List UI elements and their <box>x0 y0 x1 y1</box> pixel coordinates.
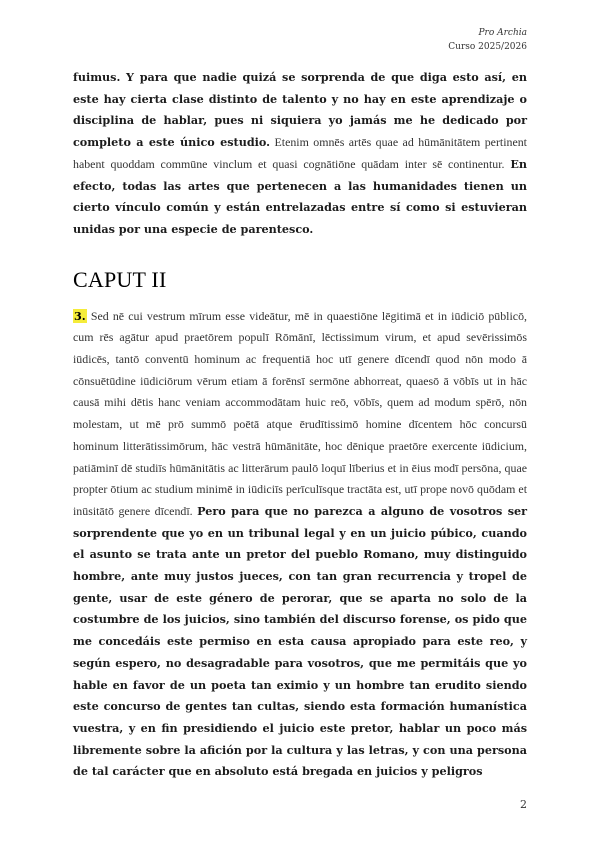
running-header <box>448 26 527 54</box>
document-body <box>73 67 527 783</box>
paragraph-number-highlight: 3. <box>74 308 86 323</box>
section-paragraph <box>73 306 527 783</box>
header-title: Pro Archia <box>478 28 527 38</box>
spanish-translation: fuimus. Y para que nadie quizá se sorprenda de que diga esto así, en este hay cierta clase distinto de talento y no hay en este aprendizaje o disciplina de hablar, pues ni siquiera yo jamás me he dedicado por completo a este único estudio. <box>73 70 527 150</box>
intro-paragraph <box>73 67 527 241</box>
spanish-translation: Pero para que no parezca a alguno de vosotros ser sorprendente que yo en un tribunal legal y en un juicio púbico, cuando el asunto se trata ante un pretor del pueblo Romano, muy distinguido hombre, ante muy justos jueces, con tan gran recurrencia y tropel de gente, usar de este género de perorar, que se aparta no solo de la costumbre de los juicios, sino también del discurso forense, os pido que me concedáis este permiso en esta causa apropiado para este reo, y según espero, no desagradable para vosotros, que me permitáis que yo hable en favor de un poeta tan eximio y un hombre tan erudito siendo este concurso de gentes tan cultas, siendo esta formación humanística vuestra, y en fin presidiendo el juicio este pretor, hablar un poco más libremente sobre la afición por la cultura y las letras, y con una persona de tal carácter que en absoluto está bregada en juicios y peligros <box>73 503 528 779</box>
page-number: 2 <box>520 798 527 811</box>
latin-text: Etenim omnēs artēs quae ad hūmānitātem pertinent habent quoddam commūne vinclum et quasi cognātiōne quādam inter sē continentur. <box>73 135 527 171</box>
spanish-translation: En efecto, todas las artes que pertenecen a las humanidades tienen un cierto vínculo común y están entrelazadas entre sí como si estuvieran unidas por una especie de parentesco. <box>73 156 527 236</box>
header-course: Curso 2025/2026 <box>448 42 527 52</box>
latin-text: Sed nē cui vestrum mīrum esse videātur, mē in quaestiōne lēgitimā et in iūdiciō pūblicō, cum rēs agātur apud praetōrem populī Rōmānī, lēctissimum virum, et apud sevērissimōs iūdicēs, tantō conventū hominum ac frequentiā hoc utī genere dīcendī quod nōn modo ā cōnsuētūdine iūdiciōrum vērum etiam ā forēnsī sermōne abhorreat, quaesō ā vōbīs ut in hāc causā mihi dētis hanc veniam accommodātam huic reō, vōbīs, quem ad modum spērō, nōn molestam, ut mē prō summō poētā atque ērudītissimō homine dīcentem hōc concursū hominum litterātissimōrum, hāc vestrā hūmānitāte, hoc dēnique praetōre exercente iūdicium, patiāminī dē studiīs hūmānitātis ac litterārum paulō loquī līberius et in ēius modī persōna, quae propter ōtium ac studium minimē in iūdiciīs perīculīsque tractāta est, utī prope novō quōdam et inūsitātō genere dīcendī. <box>73 308 527 518</box>
section-heading: CAPUT II <box>73 266 167 292</box>
